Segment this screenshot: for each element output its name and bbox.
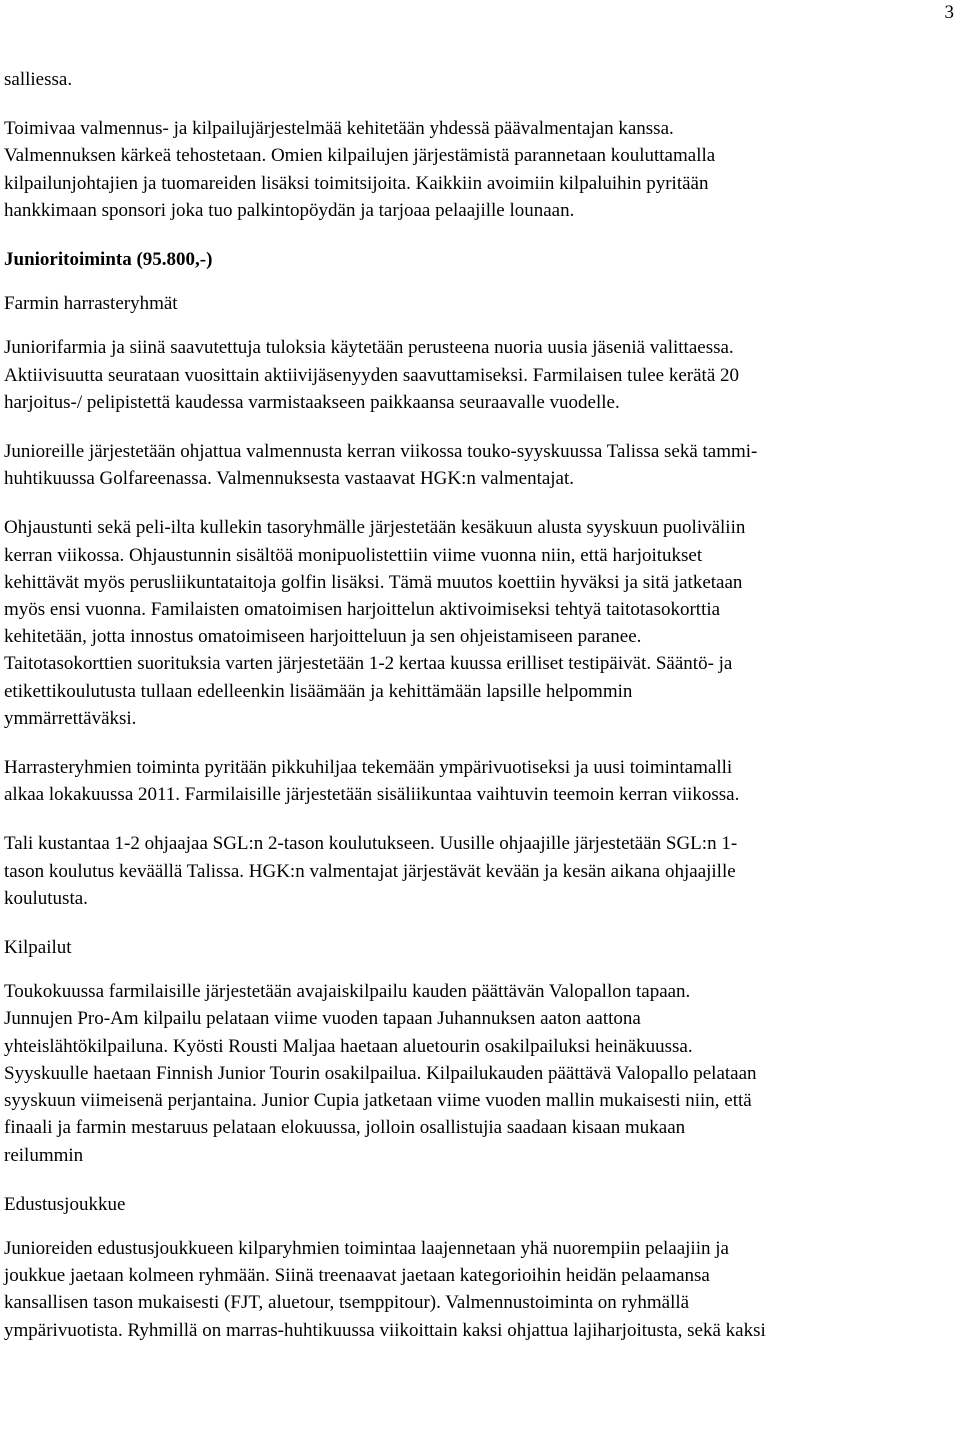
text-line: Toimivaa valmennus- ja kilpailujärjestelmää kehitetään yhdessä päävalmentajan kanssa. — [4, 118, 674, 140]
text-line: Junnujen Pro-Am kilpailu pelataan viime vuoden tapaan Juhannuksen aaton aattona — [4, 1008, 641, 1030]
text-line: joukkue jaetaan kolmeen ryhmään. Siinä treenaavat jaetaan kategorioihin heidän pelaamansa — [4, 1265, 710, 1287]
edustusjoukkue-paragraph — [4, 1235, 956, 1344]
text-line: Tali kustantaa 1-2 ohjaajaa SGL:n 2-tason koulutukseen. Uusille ohjaajille järjestetään SGL:n 1- — [4, 833, 738, 855]
kilpailut-paragraph — [4, 978, 956, 1168]
text-line: Junioreiden edustusjoukkueen kilparyhmien toimintaa laajennetaan yhä nuorempiin pelaajiin ja — [4, 1237, 729, 1259]
page-number: 3 — [944, 2, 954, 23]
farmin-heading — [4, 290, 956, 317]
text-line: Kilpailut — [4, 937, 72, 959]
text-line: Farmin harrasteryhmät — [4, 293, 178, 315]
text-line: reilummin — [4, 1144, 84, 1166]
text-line: Syyskuulle haetaan Finnish Junior Tourin osakilpailua. Kilpailukauden päättävä Valopallo pelataan — [4, 1062, 757, 1084]
text-line: hankkimaan sponsori joka tuo palkintopöydän ja tarjoaa pelaajille lounaan. — [4, 199, 575, 221]
text-line: kehittävät myös perusliikuntataitoja golfin lisäksi. Tämä muutos koettiin hyväksi ja sitä jatketaan — [4, 571, 743, 593]
text-line: kehitetään, jotta innostus omatoimiseen harjoitteluun ja sen ohjeistamiseen paranee. — [4, 626, 642, 648]
text-line: koulutusta. — [4, 887, 88, 909]
ohjaustunti-paragraph — [4, 514, 956, 732]
text-line: Juniorifarmia ja siinä saavutettuja tuloksia käytetään perusteena nuoria uusia jäseniä valittaessa. — [4, 337, 734, 359]
text-line: tason koulutus keväällä Talissa. HGK:n valmentajat järjestävät kevään ja kesän aikana ohjaajille — [4, 860, 736, 882]
kilpailut-heading — [4, 934, 956, 961]
text-line: etikettikoulutusta tullaan edelleenkin lisäämään ja kehittämään lapsille helpommin — [4, 680, 633, 702]
ohjaajakoulutus-paragraph — [4, 830, 956, 912]
junioritoiminta-heading — [4, 246, 956, 273]
text-line: kilpailunjohtajien ja tuomareiden lisäksi toimitsijoita. Kaikkiin avoimiin kilpaluihin pyritään — [4, 172, 709, 194]
text-line: kerran viikossa. Ohjaustunnin sisältöä monipuolistettiin viime vuonna niin, että harjoitukset — [4, 544, 703, 566]
intro-fragment — [4, 66, 956, 93]
text-line: Valmennuksen kärkeä tehostetaan. Omien kilpailujen järjestämistä parannetaan kouluttamalla — [4, 145, 716, 167]
text-line: finaali ja farmin mestaruus pelataan elokuussa, jolloin osallistujia saadaan kisaan mukaan — [4, 1117, 686, 1139]
text-line: ympärivuotista. Ryhmillä on marras-huhtikuussa viikoittain kaksi ohjattua lajiharjoitusta, sekä kaksi — [4, 1319, 766, 1341]
text-line: Edustusjoukkue — [4, 1193, 126, 1215]
text-line: kansallisen tason mukaisesti (FJT, aluetour, tsemppitour). Valmennustoiminta on ryhmällä — [4, 1292, 690, 1314]
valmennus-paragraph — [4, 115, 956, 224]
juniorifarmi-paragraph — [4, 334, 956, 416]
text-line: Harrasteryhmien toiminta pyritään pikkuhiljaa tekemään ympärivuotiseksi ja uusi toimintamalli — [4, 757, 733, 779]
text-line: myös ensi vuonna. Familaisten omatoimisen harjoittelun aktivoimiseksi tehtyä taitotasokorttia — [4, 599, 721, 621]
ohjattu-valmennus-paragraph — [4, 438, 956, 492]
text-line: Toukokuussa farmilaisille järjestetään avajaiskilpailu kauden päättävän Valopallon tapaan. — [4, 981, 691, 1003]
text-line: huhtikuussa Golfareenassa. Valmennuksesta vastaavat HGK:n valmentajat. — [4, 468, 575, 490]
text-line: harjoitus-/ pelipistettä kaudessa varmistaakseen paikkaansa seuraavalle vuodelle. — [4, 391, 620, 413]
text-line: Taitotasokorttien suorituksia varten järjestetään 1-2 kertaa kuussa erilliset testipäivät. Sääntö- ja — [4, 653, 733, 675]
text-line: alkaa lokakuussa 2011. Farmilaisille järjestetään sisäliikuntaa vaihtuvin teemoin kerran viikossa. — [4, 784, 740, 806]
text-line: yhteislähtökilpailuna. Kyösti Rousti Maljaa haetaan aluetourin osakilpailuksi heinäkuussa. — [4, 1035, 693, 1057]
text-line: salliessa. — [4, 69, 73, 90]
harrasteryhmat-paragraph — [4, 754, 956, 808]
text-line: Junioreille järjestetään ohjattua valmennusta kerran viikossa touko-syyskuussa Talissa sekä tammi- — [4, 441, 758, 463]
edustusjoukkue-heading — [4, 1191, 956, 1218]
text-line: syyskuun viimeisenä perjantaina. Junior Cupia jatketaan viime vuoden mallin mukaisesti niin, että — [4, 1090, 752, 1112]
document-body — [4, 66, 956, 1366]
text-line: Aktiivisuutta seurataan vuosittain aktiivijäsenyyden saavuttamiseksi. Farmilaisen tulee kerätä 20 — [4, 364, 740, 386]
text-line: Junioritoiminta (95.800,-) — [4, 249, 213, 271]
text-line: ymmärrettäväksi. — [4, 707, 137, 729]
text-line: Ohjaustunti sekä peli-ilta kullekin tasoryhmälle järjestetään kesäkuun alusta syyskuun puoliväliin — [4, 517, 746, 539]
